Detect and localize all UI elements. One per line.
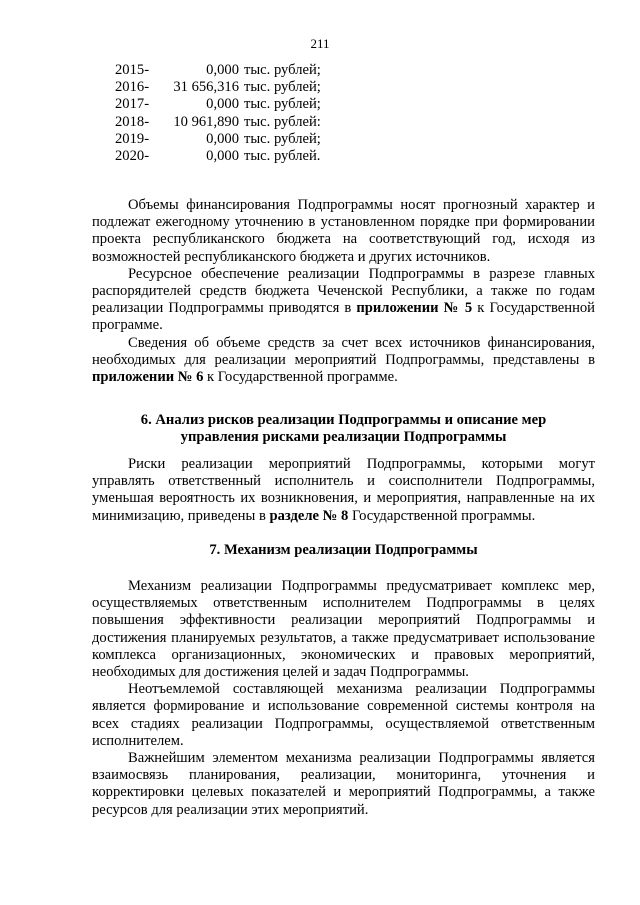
paragraph-control: Неотъемлемой составляющей механизма реализации Подпрограммы является формирование и использование современной системы контроля на всех стадиях реализации Подпрограммы, осуществляемой ответственным исполнителем. xyxy=(92,681,595,749)
paragraph-sources: Сведения об объеме средств за счет всех источников финансирования, необходимых для реализации мероприятий Подпрограммы, представлены в приложении № 6 к Государственной программе. xyxy=(92,334,595,386)
budget-year: 2018- xyxy=(115,113,150,130)
budget-row xyxy=(115,62,321,79)
paragraph-mechanism: Механизм реализации Подпрограммы предусматривает комплекс мер, осуществляемых ответственным исполнителем Подпрограммы в целях повышения эффективности реализации мероприятий Подпрограммы и достижения планируемых результатов, а также предусматривает использование комплекса организационных, экономических и правовых мероприятий, необходимых для достижения целей и задач Подпрограммы. xyxy=(92,578,595,681)
section-6-heading: 6. Анализ рисков реализации Подпрограммы и описание мер управления рисками реализации Подпрограммы xyxy=(140,412,547,445)
budget-amount: 31 656,316 xyxy=(173,79,239,96)
budget-row xyxy=(115,96,321,113)
budget-unit: тыс. рублей; xyxy=(244,79,321,96)
budget-by-year-list xyxy=(115,62,321,165)
budget-row xyxy=(115,114,321,131)
mechanism-section xyxy=(92,578,595,819)
financing-section xyxy=(92,197,595,386)
budget-year: 2020- xyxy=(115,148,150,165)
appendix-6-reference: приложении № 6 xyxy=(92,369,204,386)
budget-unit: тыс. рублей: xyxy=(244,113,321,130)
budget-unit: тыс. рублей. xyxy=(244,148,321,165)
budget-amount: 0,000 xyxy=(206,148,239,165)
budget-row xyxy=(115,131,321,148)
budget-unit: тыс. рублей; xyxy=(244,62,321,78)
budget-row xyxy=(115,148,321,165)
budget-amount: 10 961,890 xyxy=(173,113,239,130)
budget-amount: 0,000 xyxy=(206,62,239,78)
page-number: 211 xyxy=(310,36,330,51)
budget-year: 2019- xyxy=(115,130,150,147)
section-8-reference: разделе № 8 xyxy=(269,507,349,524)
budget-amount: 0,000 xyxy=(206,130,239,147)
budget-unit: тыс. рублей; xyxy=(244,130,321,147)
section-7-heading: 7. Механизм реализации Подпрограммы xyxy=(209,542,478,558)
paragraph-financing: Объемы финансирования Подпрограммы носят прогнозный характер и подлежат ежегодному уточнению в установленном порядке при формировании проекта республиканского бюджета на соответствующий год, исходя из возможностей республиканского бюджета и других источников. xyxy=(92,197,595,265)
appendix-5-reference: приложении № 5 xyxy=(356,300,473,317)
budget-unit: тыс. рублей; xyxy=(244,96,321,113)
paragraph-risks: Риски реализации мероприятий Подпрограммы, которыми могут управлять ответственный исполнитель и соисполнители Подпрограммы, уменьшая вероятность их возникновения, и мероприятия, направленные на их минимизацию, приведены в разделе № 8 Государственной программы. xyxy=(92,456,595,524)
budget-year: 2017- xyxy=(115,96,150,113)
risks-section xyxy=(92,456,595,525)
paragraph-resources: Ресурсное обеспечение реализации Подпрограммы в разрезе главных распорядителей средств бюджета Чеченской Республики, а также по годам реализации Подпрограммы приводятся в приложении № 5 к Государственной программе. xyxy=(92,265,595,334)
budget-row xyxy=(115,79,321,96)
budget-year: 2015- xyxy=(115,62,150,78)
budget-year: 2016- xyxy=(115,79,150,96)
paragraph-key-element: Важнейшим элементом механизма реализации Подпрограммы является взаимосвязь планирования, реализации, мониторинга, уточнения и корректировки целевых показателей и мероприятий Подпрограммы, а также ресурсов для реализации этих мероприятий. xyxy=(92,750,595,818)
budget-amount: 0,000 xyxy=(206,96,239,113)
